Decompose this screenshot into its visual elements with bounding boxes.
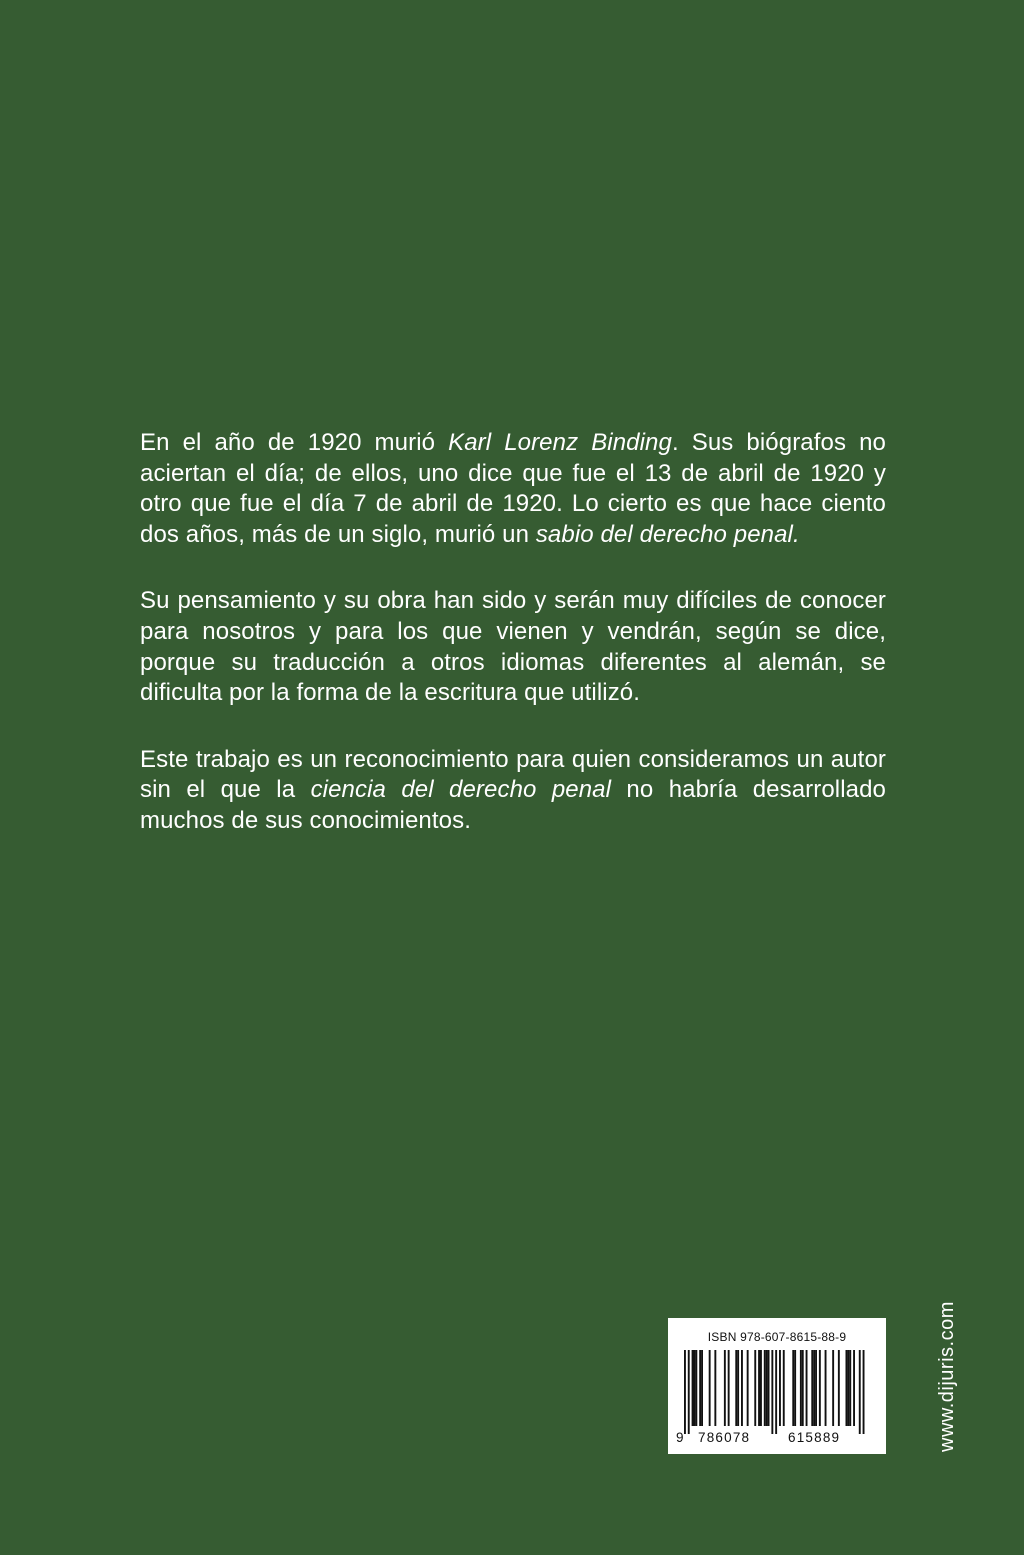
barcode-bar [771, 1350, 773, 1434]
barcode-bar [863, 1350, 865, 1434]
isbn-barcode [668, 1318, 886, 1454]
barcode-bar [728, 1350, 730, 1426]
barcode-bar [766, 1350, 768, 1426]
barcode-bar [800, 1350, 802, 1426]
barcode-bar [701, 1350, 703, 1426]
barcode-bar [741, 1350, 743, 1426]
publisher-website: www.dijuris.com [936, 1301, 958, 1452]
barcode-bar [758, 1350, 760, 1426]
barcode-bar [760, 1350, 762, 1426]
barcode-bar [794, 1350, 796, 1426]
barcode-bar [819, 1350, 821, 1426]
barcode-digits-right: 615889 [788, 1430, 841, 1445]
barcode-bar [754, 1350, 756, 1426]
barcode-bar [846, 1350, 848, 1426]
barcode-bar [699, 1350, 701, 1426]
barcode-bar [692, 1350, 694, 1426]
barcode-bar [709, 1350, 711, 1426]
barcode-bar [847, 1350, 849, 1426]
barcode-bar [838, 1350, 840, 1426]
barcode-digits-left: 786078 [698, 1430, 751, 1445]
barcode-bar [802, 1350, 804, 1426]
barcode-bar [747, 1350, 749, 1426]
barcode-bar [775, 1350, 777, 1434]
barcode-bar [735, 1350, 737, 1426]
barcode-bar [779, 1350, 781, 1426]
barcode-bar [724, 1350, 726, 1426]
blurb-paragraph-1: En el año de 1920 murió Karl Lorenz Binding. Sus biógrafos no aciertan el día; de ellos, uno dice que fue el 13 de abril de 1920 y otro que fue el día 7 de abril de 1920. Lo cierto es que hace ciento dos años, más de un siglo, murió un sabio del derecho penal. [140, 429, 886, 548]
barcode-bar [825, 1350, 827, 1426]
barcode-bars [684, 1350, 874, 1434]
barcode-bar [714, 1350, 716, 1426]
ciencia-phrase: ciencia del derecho penal [310, 776, 612, 804]
isbn-label: ISBN 978-607-8615-88-9 [707, 1330, 847, 1344]
blurb-paragraph-3: Este trabajo es un reconocimiento para quien consideramos un autor sin el que la ciencia del derecho penal no habría desarrollado muchos de sus conocimientos. [140, 745, 886, 834]
barcode-bar [806, 1350, 808, 1426]
barcode-bar [792, 1350, 794, 1426]
barcode-bar [764, 1350, 766, 1426]
author-name: Karl Lorenz Binding [448, 429, 672, 456]
barcode-bar [694, 1350, 696, 1426]
blurb-paragraph-2: Su pensamiento y su obra han sido y serán muy difíciles de conocer para nosotros y para los que vienen y vendrán, según se dice, porque su traducción a otros idiomas diferentes al alemán, se dificulta por la forma de la escritura que utilizó. [140, 587, 886, 707]
barcode-bar [695, 1350, 697, 1426]
barcode-digit-lead: 9 [676, 1430, 685, 1445]
barcode-bar [853, 1350, 855, 1426]
barcode-bar [815, 1350, 817, 1426]
barcode-bar [813, 1350, 815, 1426]
barcode-bar [688, 1350, 690, 1434]
barcode-bar [737, 1350, 739, 1426]
back-cover-blurb [140, 428, 886, 873]
barcode-bar [783, 1350, 785, 1426]
sabio-phrase: sabio del derecho penal. [535, 520, 800, 548]
barcode-bar [768, 1350, 770, 1426]
barcode-bar [832, 1350, 834, 1426]
barcode-bar [811, 1350, 813, 1426]
barcode-bar [859, 1350, 861, 1434]
barcode-bar [684, 1350, 686, 1434]
barcode-bar [849, 1350, 851, 1426]
